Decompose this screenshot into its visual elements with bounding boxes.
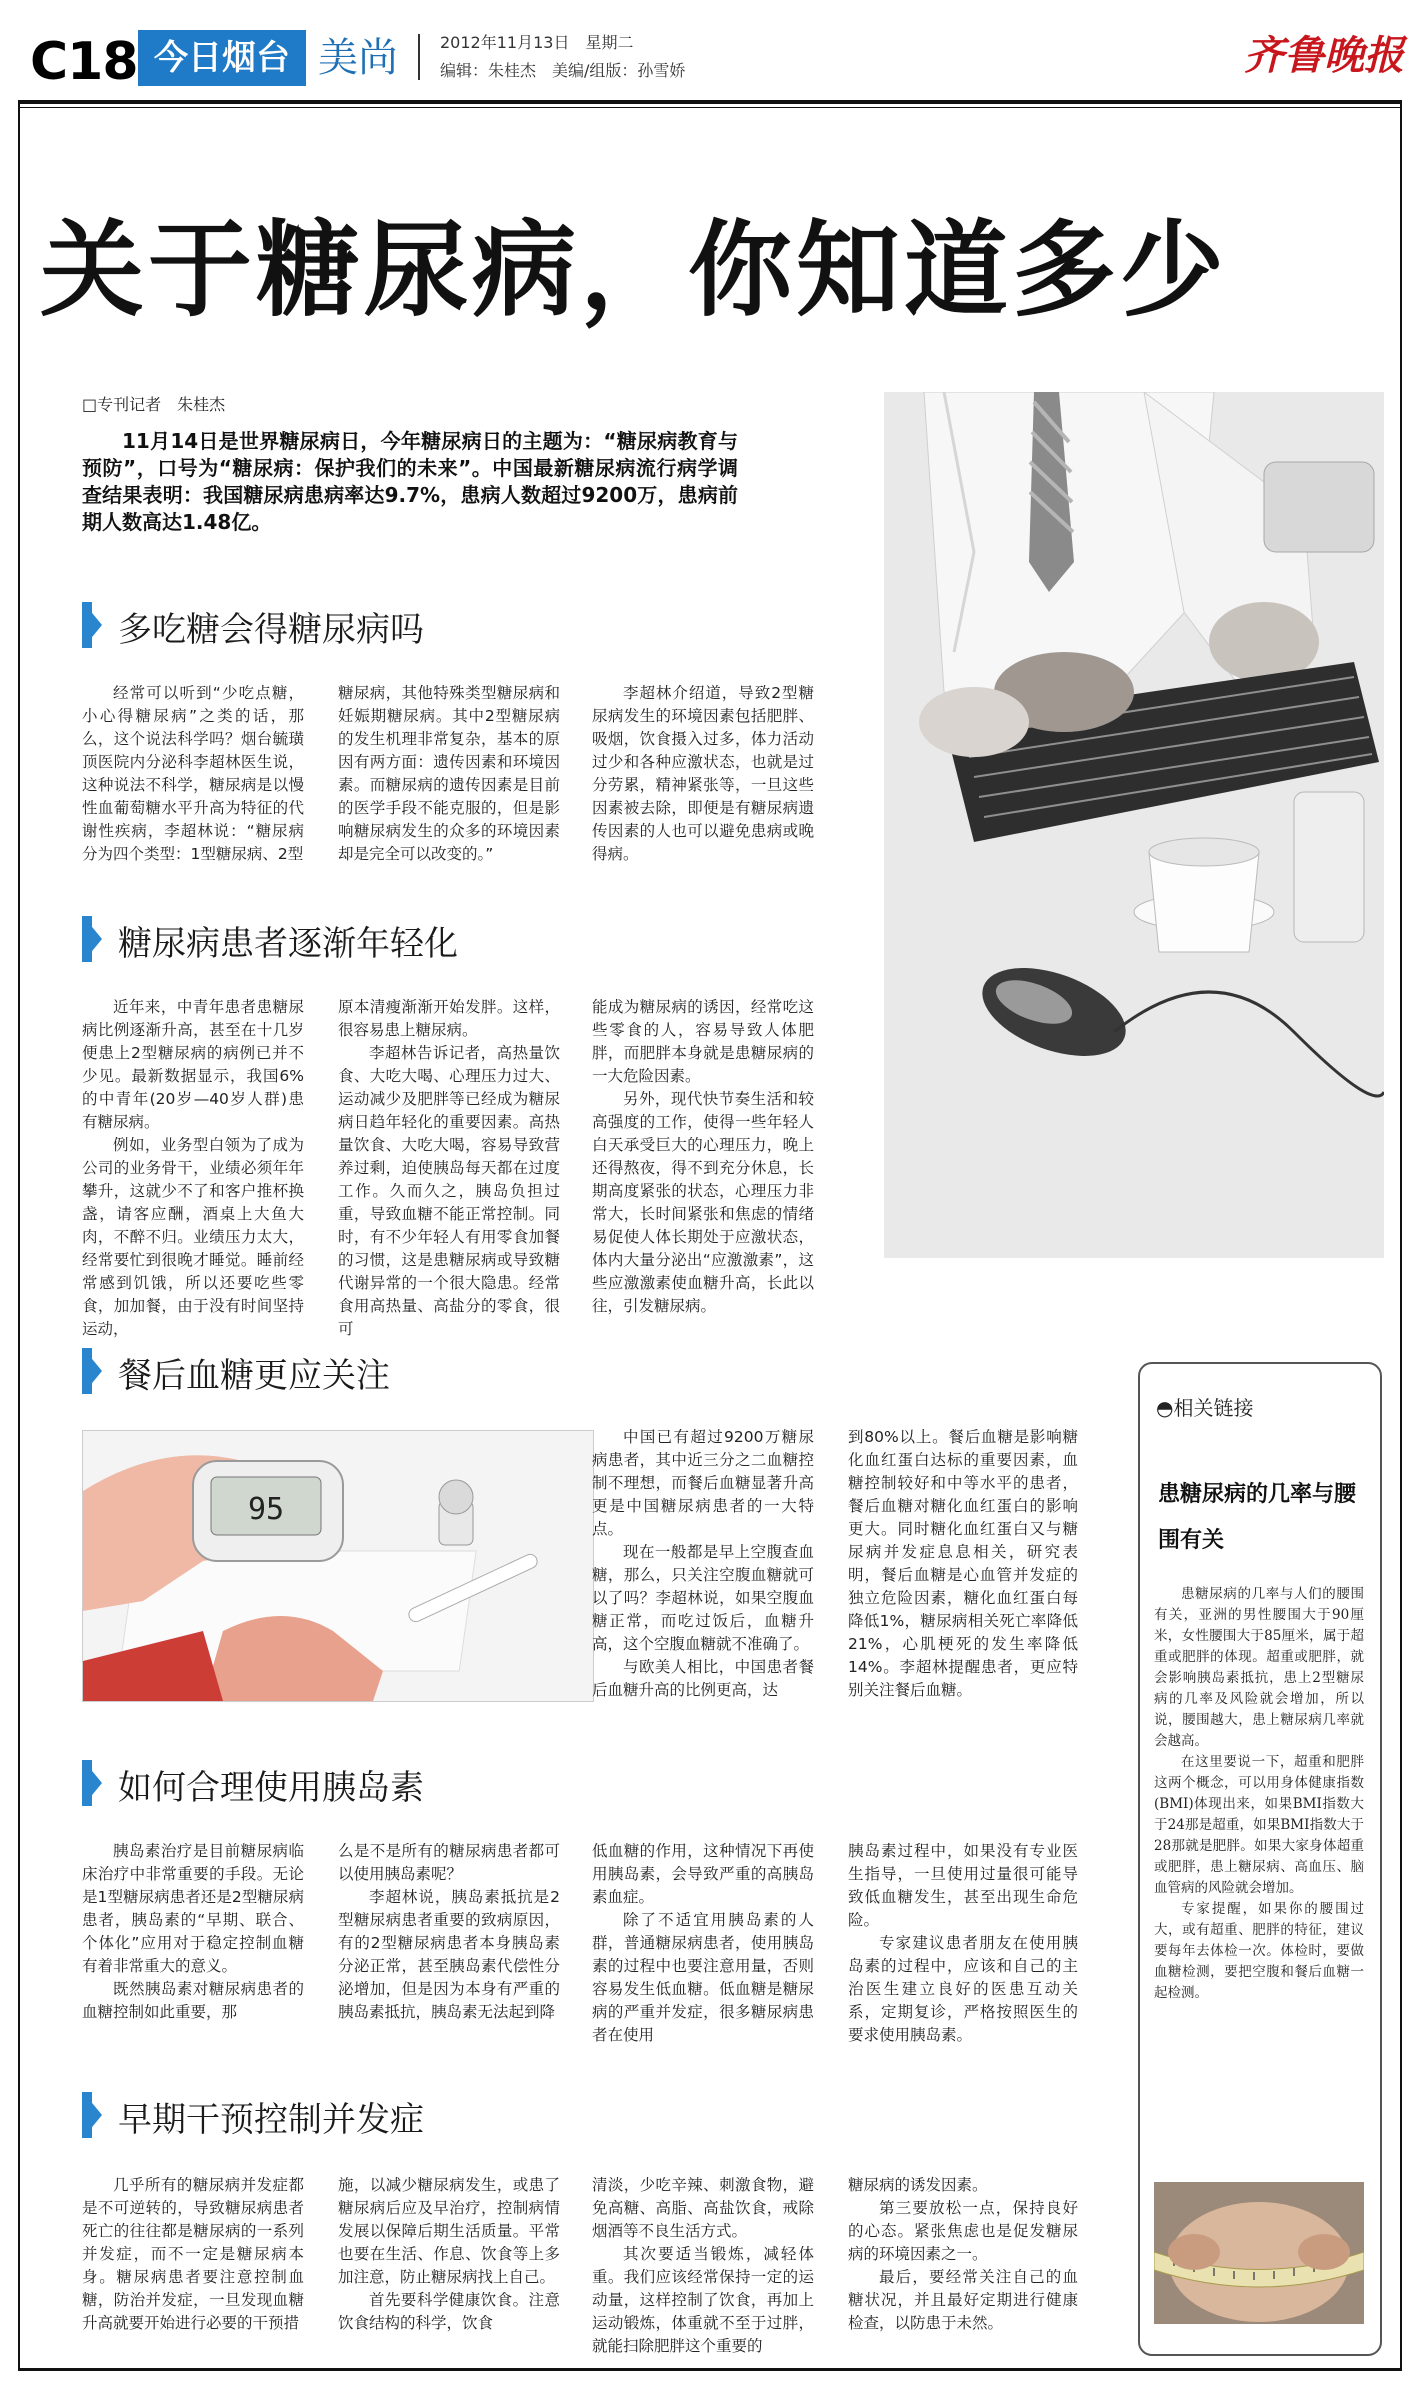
section-title: 早期干预控制并发症	[118, 2100, 424, 2140]
section-5-column-4	[848, 2174, 1078, 2335]
section-label: 今日烟台	[138, 30, 306, 86]
paragraph: 到80%以上。餐后血糖是影响糖化血红蛋白达标的重要因素，血糖控制较好和中等水平的患者，餐后血糖对糖化血红蛋白的影响更大。同时糖化血红蛋白又与糖尿病并发症息息相关，研究表明，餐后血糖是心血管并发症的独立危险因素，糖化血红蛋白每降低1%，糖尿病相关死亡率降低21%，心肌梗死的发生率降低14%。李超林提醒患者，更应特别关注餐后血糖。	[848, 1428, 1078, 1699]
section-1-column-1: 经常可以听到“少吃点糖，小心得糖尿病”之类的话，那么，这个说法科学吗？烟台毓璜顶医院内分泌科李超林医生说，这种说法不科学，糖尿病是以慢性血葡萄糖水平升高为特征的代谢性疾病，李超林说：“糖尿病分为四个类型：1型糖尿病、2型	[82, 684, 304, 863]
glucose-reading: 95	[247, 1492, 285, 1527]
section-title: 多吃糖会得糖尿病吗	[118, 610, 424, 650]
editor-line: 编辑：朱桂杰 美编/组版：孙雪娇	[440, 61, 686, 80]
section-2-column-1	[82, 996, 304, 1341]
paragraph: 中国已有超过9200万糖尿病患者，其中近三分之二血糖控制不理想，而餐后血糖显著升高更是中国糖尿病患者的一大特点。	[592, 1428, 814, 1538]
glucose-meter-photo	[82, 1430, 594, 1702]
section-marker	[82, 602, 92, 648]
section-5-column-1	[82, 2174, 304, 2335]
paragraph: 第三要放松一点，保持良好的心态。紧张焦虑也是促发糖尿病的环境因素之一。	[848, 2199, 1078, 2263]
section-marker	[82, 2092, 92, 2138]
paragraph: 李超林告诉记者，高热量饮食、大吃大喝、心理压力过大、运动减少及肥胖等已经成为糖尿病日趋年轻化的重要因素。高热量饮食、大吃大喝，容易导致营养过剩，迫使胰岛每天都在过度工作。久而久之，胰岛负担过重，导致血糖不能正常控制。同时，有不少年轻人有用零食加餐的习惯，这是患糖尿病或导致糖代谢异常的一个很大隐患。经常食用高热量、高盐分的零食，很可	[338, 1044, 560, 1338]
paragraph: 首先要科学健康饮食。注意饮食结构的科学，饮食	[338, 2291, 560, 2332]
newspaper-logo: 齐鲁晚报	[1244, 32, 1404, 79]
headline: 关于糖尿病，你知道多少	[40, 209, 1229, 331]
section-marker	[82, 916, 92, 962]
section-title: 糖尿病患者逐渐年轻化	[118, 924, 458, 964]
section-4-column-4	[848, 1840, 1078, 2047]
paragraph: 几乎所有的糖尿病并发症都是不可逆转的，导致糖尿病患者死亡的往往都是糖尿病的一系列并发症，而不一定是糖尿病本身。糖尿病患者要注意控制血糖，防治并发症，一旦发现血糖升高就要开始进行必要的干预措	[82, 2176, 304, 2332]
section-3-column-1	[592, 1426, 814, 1702]
paragraph: 胰岛素过程中，如果没有专业医生指导，一旦使用过量很可能导致低血糖发生，甚至出现生命危险。	[848, 1842, 1078, 1929]
sidebar-title: 患糖尿病的几率与腰围有关	[1158, 1482, 1357, 1553]
date-line: 2012年11月13日 星期二	[440, 33, 634, 52]
section-title: 如何合理使用胰岛素	[118, 1768, 424, 1808]
section-5-column-2	[338, 2174, 560, 2335]
section-5-column-3	[592, 2174, 814, 2358]
paragraph: 近年来，中青年患者患糖尿病比例逐渐升高，甚至在十几岁便患上2型糖尿病的病例已并不少见。最新数据显示，我国6%的中青年(20岁—40岁人群)患有糖尿病。	[82, 998, 304, 1131]
paragraph: 专家建议患者朋友在使用胰岛素的过程中，应该和自己的主治医生建立良好的医患互动关系，定期复诊，严格按照医生的要求使用胰岛素。	[848, 1934, 1078, 2044]
section-2-column-3	[592, 996, 814, 1318]
paragraph: 其次要适当锻炼，减轻体重。我们应该经常保持一定的运动量，这样控制了饮食，再加上运动锻炼，体重就不至于过胖，就能扫除肥胖这个重要的	[592, 2245, 814, 2355]
sidebar-tag: ◓相关链接	[1156, 1396, 1254, 1420]
byline: □专刊记者 朱桂杰	[82, 395, 226, 414]
paragraph: 既然胰岛素对糖尿病患者的血糖控制如此重要，那	[82, 1980, 304, 2021]
waist-measuring-photo	[1154, 2182, 1364, 2324]
sidebar-body: 患糖尿病的几率与人们的腰围有关，亚洲的男性腰围大于90厘米，女性腰围大于85厘米，属于超重或肥胖的体现。超重或肥胖，就会影响胰岛素抵抗，患上2型糖尿病的几率及风险就会增加，所以说，腰围越大，患上糖尿病几率就会越高。 在这里要说一下，超重和肥胖这两个概念，可以用身体健康指数(BMI)体现出来，如果BMI指数大于24那是超重，如果BMI指数大于28那就是肥胖。如果大家身体超重或肥胖，患上糖尿病、高血压、脑血管病的风险就会增加。 专家提醒，如果你的腰围过大，或有超重、肥胖的特征，建议要每年去体检一次。体检时，要做血糖检测，要把空腹和餐后血糖一起检测。	[1154, 1586, 1364, 2001]
lead-paragraph: 11月14日是世界糖尿病日，今年糖尿病日的主题为：“糖尿病教育与预防”，口号为“糖尿病：保护我们的未来”。中国最新糖尿病流行病学调查结果表明：我国糖尿病患病率达9.7%，患病人数超过9200万，患病前期人数高达1.48亿。	[82, 429, 738, 534]
subsection-label: 美尚	[318, 35, 398, 81]
header-rule	[18, 100, 1402, 104]
page-border-left	[18, 100, 20, 2370]
section-1-column-2: 糖尿病，其他特殊类型糖尿病和妊娠期糖尿病。其中2型糖尿病的发生机理非常复杂，基本的原因有两方面：遗传因素和环境因素。而糖尿病的遗传因素是目前的医学手段不能克服的，但是影响糖尿病发生的众多的环境因素却是完全可以改变的。”	[338, 684, 560, 863]
section-title: 餐后血糖更应关注	[118, 1356, 390, 1396]
paragraph: 另外，现代快节奏生活和较高强度的工作，使得一些年轻人白天承受巨大的心理压力，晚上还得熬夜，得不到充分休息，长期高度紧张的状态，心理压力非常大，长时间紧张和焦虑的情绪易促使人体长期处于应激状态，体内大量分泌出“应激激素”，这些应激激素使血糖升高，长此以往，引发糖尿病。	[592, 1090, 814, 1315]
paragraph: 施，以减少糖尿病发生，或患了糖尿病后应及早治疗，控制病情发展以保障后期生活质量。平常也要在生活、作息、饮食等上多加注意，防止糖尿病找上自己。	[338, 2176, 560, 2286]
paragraph: 现在一般都是早上空腹查血糖，那么，只关注空腹血糖就可以了吗？李超林说，如果空腹血糖正常，而吃过饭后，血糖升高，这个空腹血糖就不准确了。	[592, 1543, 814, 1653]
office-desk-keyboard-photo	[884, 392, 1384, 1258]
paragraph: 最后，要经常关注自己的血糖状况，并且最好定期进行健康检查，以防患于未然。	[848, 2268, 1078, 2332]
section-3-column-2	[848, 1426, 1078, 1702]
paragraph: 糖尿病的诱发因素。	[848, 2176, 988, 2194]
paragraph: 么是不是所有的糖尿病患者都可以使用胰岛素呢？	[338, 1842, 560, 1883]
paragraph: 胰岛素治疗是目前糖尿病临床治疗中非常重要的手段。无论是1型糖尿病患者还是2型糖尿病患者，胰岛素的“早期、联合、个体化”应用对于稳定控制血糖有着非常重大的意义。	[82, 1842, 304, 1975]
section-2-column-2	[338, 996, 560, 1341]
section-marker	[82, 1760, 92, 1806]
header-rule-thin	[18, 107, 1402, 108]
paragraph: 例如，业务型白领为了成为公司的业务骨干，业绩必须年年攀升，这就少不了和客户推杯换盏，请客应酬，酒桌上大鱼大肉，不醉不归。业绩压力太大，经常要忙到很晚才睡觉。睡前经常感到饥饿，所以还要吃些零食，加加餐，由于没有时间坚持运动，	[82, 1136, 304, 1338]
page-border-right	[1400, 100, 1402, 2370]
paragraph: 低血糖的作用，这种情况下再使用胰岛素，会导致严重的高胰岛素血症。	[592, 1842, 814, 1906]
paragraph: 清淡，少吃辛辣、刺激食物，避免高糖、高脂、高盐饮食，戒除烟酒等不良生活方式。	[592, 2176, 814, 2240]
page-border-bottom	[18, 2368, 1402, 2371]
page-number: C18	[30, 32, 138, 92]
paragraph: 除了不适宜用胰岛素的人群，普通糖尿病患者，使用胰岛素的过程中也要注意用量，否则容易发生低血糖。低血糖是糖尿病的严重并发症，很多糖尿病患者在使用	[592, 1911, 814, 2044]
section-4-column-1	[82, 1840, 304, 2024]
section-1-column-3: 李超林介绍道，导致2型糖尿病发生的环境因素包括肥胖、吸烟，饮食摄入过多，体力活动过少和各种应激状态，也就是过分劳累，精神紧张等，一旦这些因素被去除，即便是有糖尿病遗传因素的人也可以避免患病或晚得病。	[592, 684, 814, 863]
paragraph: 能成为糖尿病的诱因，经常吃这些零食的人，容易导致人体肥胖，而肥胖本身就是患糖尿病的一大危险因素。	[592, 998, 814, 1085]
paragraph: 原本清瘦渐渐开始发胖。这样，很容易患上糖尿病。	[338, 998, 560, 1039]
section-marker	[82, 1348, 92, 1394]
header-divider	[418, 34, 420, 80]
section-4-column-2	[338, 1840, 560, 2024]
section-4-column-3	[592, 1840, 814, 2047]
paragraph: 与欧美人相比，中国患者餐后血糖升高的比例更高，达	[592, 1658, 814, 1699]
paragraph: 李超林说，胰岛素抵抗是2型糖尿病患者重要的致病原因，有的2型糖尿病患者本身胰岛素分泌正常，甚至胰岛素代偿性分泌增加，但是因为本身有严重的胰岛素抵抗，胰岛素无法起到降	[338, 1888, 560, 2021]
